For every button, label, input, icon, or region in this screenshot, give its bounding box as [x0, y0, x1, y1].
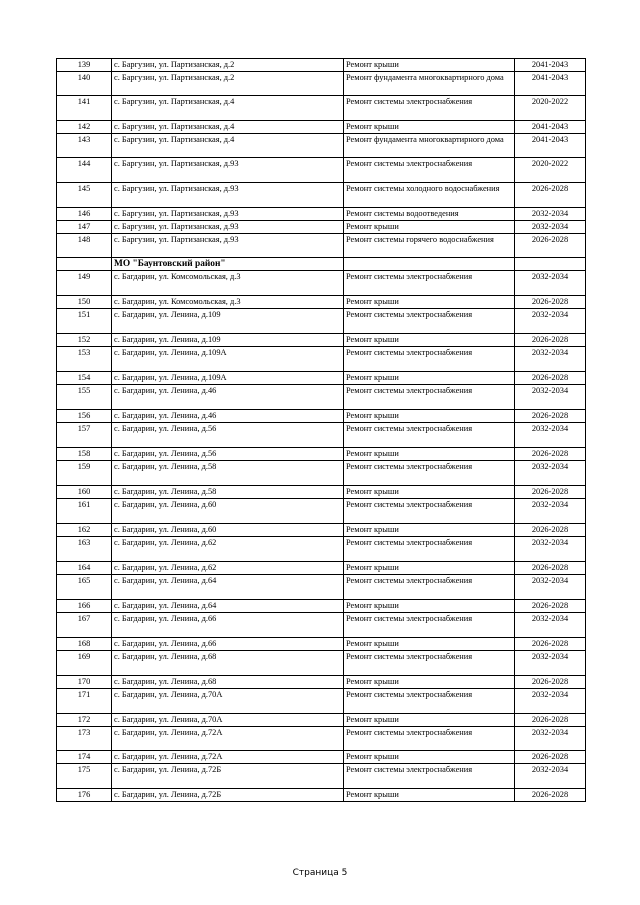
- address-cell: с. Багдарин, ул. Ленина, д.66: [112, 638, 344, 651]
- table-row: [57, 134, 586, 158]
- work-type-cell: Ремонт системы водоотведения: [344, 208, 515, 221]
- period-cell: 2026-2028: [515, 183, 586, 208]
- work-type-cell: Ремонт крыши: [344, 372, 515, 385]
- address-cell: с. Багдарин, ул. Ленина, д.66: [112, 613, 344, 638]
- address-cell: с. Багдарин, ул. Ленина, д.109: [112, 309, 344, 334]
- period-cell: 2041-2043: [515, 72, 586, 96]
- address-cell: с. Багдарин, ул. Ленина, д.62: [112, 537, 344, 562]
- row-number-cell: 156: [57, 410, 112, 423]
- work-type-cell: Ремонт крыши: [344, 334, 515, 347]
- period-cell: 2026-2028: [515, 334, 586, 347]
- table-row: [57, 575, 586, 600]
- work-type-cell: Ремонт системы горячего водоснабжения: [344, 234, 515, 258]
- work-type-cell: Ремонт крыши: [344, 600, 515, 613]
- address-cell: с. Багдарин, ул. Ленина, д.64: [112, 575, 344, 600]
- period-cell: 2020-2022: [515, 96, 586, 121]
- period-cell: 2032-2034: [515, 651, 586, 676]
- period-cell: 2026-2028: [515, 562, 586, 575]
- address-cell: с. Багдарин, ул. Ленина, д.46: [112, 385, 344, 410]
- period-cell: 2041-2043: [515, 134, 586, 158]
- work-type-cell: Ремонт крыши: [344, 121, 515, 134]
- work-type-cell: Ремонт крыши: [344, 59, 515, 72]
- table-row: [57, 271, 586, 296]
- period-cell: 2032-2034: [515, 764, 586, 789]
- address-cell: с. Баргузин, ул. Партизанская, д.2: [112, 59, 344, 72]
- row-number-cell: 159: [57, 461, 112, 486]
- work-type-cell: Ремонт системы электроснабжения: [344, 537, 515, 562]
- row-number-cell: 146: [57, 208, 112, 221]
- address-cell: с. Багдарин, ул. Ленина, д.70А: [112, 689, 344, 714]
- address-cell: с. Багдарин, ул. Ленина, д.72Б: [112, 789, 344, 802]
- row-number-cell: 161: [57, 499, 112, 524]
- row-number-cell: 158: [57, 448, 112, 461]
- work-type-cell: Ремонт системы электроснабжения: [344, 309, 515, 334]
- period-cell: 2026-2028: [515, 448, 586, 461]
- period-cell: 2032-2034: [515, 423, 586, 448]
- table-row: [57, 385, 586, 410]
- address-cell: с. Баргузин, ул. Партизанская, д.93: [112, 221, 344, 234]
- table-row: [57, 789, 586, 802]
- row-number-cell: 172: [57, 714, 112, 727]
- address-cell: с. Багдарин, ул. Ленина, д.60: [112, 524, 344, 537]
- address-cell: с. Багдарин, ул. Ленина, д.72А: [112, 727, 344, 751]
- period-cell: 2032-2034: [515, 613, 586, 638]
- work-type-cell: Ремонт системы электроснабжения: [344, 158, 515, 183]
- table-row: [57, 689, 586, 714]
- table-row: [57, 121, 586, 134]
- work-type-cell: Ремонт системы электроснабжения: [344, 613, 515, 638]
- table-row: [57, 96, 586, 121]
- address-cell: с. Багдарин, ул. Ленина, д.62: [112, 562, 344, 575]
- period-cell: 2026-2028: [515, 296, 586, 309]
- row-number-cell: 141: [57, 96, 112, 121]
- table-row: [57, 410, 586, 423]
- period-cell: 2026-2028: [515, 714, 586, 727]
- work-type-cell: Ремонт системы электроснабжения: [344, 727, 515, 751]
- table-row: [57, 334, 586, 347]
- row-number-cell: 176: [57, 789, 112, 802]
- table-row: [57, 208, 586, 221]
- table-row: [57, 347, 586, 372]
- table-row: [57, 296, 586, 309]
- table-row: [57, 72, 586, 96]
- row-number-cell: 170: [57, 676, 112, 689]
- table-row: [57, 537, 586, 562]
- table-row: [57, 676, 586, 689]
- work-type-cell: Ремонт системы электроснабжения: [344, 96, 515, 121]
- period-cell: 2026-2028: [515, 234, 586, 258]
- row-number-cell: 139: [57, 59, 112, 72]
- repair-schedule-table: [56, 58, 586, 802]
- table-row: [57, 651, 586, 676]
- work-type-cell: Ремонт системы электроснабжения: [344, 385, 515, 410]
- table-row: [57, 158, 586, 183]
- row-number-cell: 144: [57, 158, 112, 183]
- period-cell: 2026-2028: [515, 789, 586, 802]
- row-number-cell: 174: [57, 751, 112, 764]
- work-type-cell: Ремонт фундамента многоквартирного дома: [344, 72, 515, 96]
- period-cell: 2032-2034: [515, 537, 586, 562]
- period-cell: 2032-2034: [515, 461, 586, 486]
- address-cell: с. Баргузин, ул. Партизанская, д.93: [112, 183, 344, 208]
- address-cell: с. Багдарин, ул. Ленина, д.64: [112, 600, 344, 613]
- address-cell: с. Багдарин, ул. Ленина, д.109: [112, 334, 344, 347]
- work-type-cell: Ремонт системы электроснабжения: [344, 461, 515, 486]
- table-row: [57, 221, 586, 234]
- table-row: [57, 309, 586, 334]
- table-row: [57, 461, 586, 486]
- work-type-cell: Ремонт системы электроснабжения: [344, 575, 515, 600]
- section-header-row: [57, 258, 586, 271]
- table-row: [57, 499, 586, 524]
- work-type-cell: Ремонт системы холодного водоснабжения: [344, 183, 515, 208]
- row-number-cell: 140: [57, 72, 112, 96]
- row-number-cell: 157: [57, 423, 112, 448]
- period-cell: 2026-2028: [515, 676, 586, 689]
- row-number-cell: 164: [57, 562, 112, 575]
- table-row: [57, 764, 586, 789]
- address-cell: с. Баргузин, ул. Партизанская, д.2: [112, 72, 344, 96]
- work-type-cell: Ремонт крыши: [344, 486, 515, 499]
- address-cell: с. Багдарин, ул. Ленина, д.58: [112, 486, 344, 499]
- table-row: [57, 372, 586, 385]
- address-cell: с. Баргузин, ул. Партизанская, д.93: [112, 234, 344, 258]
- row-number-cell: 149: [57, 271, 112, 296]
- page-number: Страница 5: [292, 868, 348, 878]
- row-number-cell: [57, 258, 112, 271]
- address-cell: с. Багдарин, ул. Ленина, д.70А: [112, 714, 344, 727]
- address-cell: с. Багдарин, ул. Ленина, д.72Б: [112, 764, 344, 789]
- period-cell: 2026-2028: [515, 372, 586, 385]
- work-type-cell: Ремонт крыши: [344, 562, 515, 575]
- work-type-cell: Ремонт крыши: [344, 524, 515, 537]
- row-number-cell: 154: [57, 372, 112, 385]
- period-cell: 2041-2043: [515, 59, 586, 72]
- period-cell: 2032-2034: [515, 221, 586, 234]
- address-cell: с. Багдарин, ул. Ленина, д.68: [112, 676, 344, 689]
- row-number-cell: 167: [57, 613, 112, 638]
- address-cell: с. Багдарин, ул. Ленина, д.109А: [112, 347, 344, 372]
- work-type-cell: Ремонт системы электроснабжения: [344, 651, 515, 676]
- table-row: [57, 423, 586, 448]
- row-number-cell: 175: [57, 764, 112, 789]
- row-number-cell: 150: [57, 296, 112, 309]
- work-type-cell: Ремонт системы электроснабжения: [344, 271, 515, 296]
- address-cell: с. Баргузин, ул. Партизанская, д.4: [112, 96, 344, 121]
- address-cell: с. Багдарин, ул. Ленина, д.58: [112, 461, 344, 486]
- table-row: [57, 448, 586, 461]
- address-cell: с. Багдарин, ул. Ленина, д.56: [112, 423, 344, 448]
- address-cell: с. Багдарин, ул. Ленина, д.56: [112, 448, 344, 461]
- row-number-cell: 151: [57, 309, 112, 334]
- period-cell: 2026-2028: [515, 751, 586, 764]
- work-type-cell: Ремонт крыши: [344, 410, 515, 423]
- address-cell: с. Багдарин, ул. Ленина, д.72А: [112, 751, 344, 764]
- period-cell: 2026-2028: [515, 600, 586, 613]
- address-cell: с. Баргузин, ул. Партизанская, д.4: [112, 134, 344, 158]
- table-row: [57, 638, 586, 651]
- period-cell: [515, 258, 586, 271]
- row-number-cell: 147: [57, 221, 112, 234]
- work-type-cell: Ремонт системы электроснабжения: [344, 689, 515, 714]
- table-row: [57, 183, 586, 208]
- row-number-cell: 165: [57, 575, 112, 600]
- address-cell: с. Баргузин, ул. Партизанская, д.93: [112, 158, 344, 183]
- table-body: [57, 59, 586, 802]
- table-row: [57, 524, 586, 537]
- table-row: [57, 600, 586, 613]
- period-cell: 2032-2034: [515, 271, 586, 296]
- row-number-cell: 145: [57, 183, 112, 208]
- table-row: [57, 613, 586, 638]
- row-number-cell: 173: [57, 727, 112, 751]
- address-cell: с. Багдарин, ул. Ленина, д.109А: [112, 372, 344, 385]
- address-cell: с. Багдарин, ул. Ленина, д.60: [112, 499, 344, 524]
- row-number-cell: 153: [57, 347, 112, 372]
- period-cell: 2032-2034: [515, 208, 586, 221]
- work-type-cell: [344, 258, 515, 271]
- work-type-cell: Ремонт крыши: [344, 751, 515, 764]
- work-type-cell: Ремонт системы электроснабжения: [344, 499, 515, 524]
- period-cell: 2041-2043: [515, 121, 586, 134]
- table-row: [57, 234, 586, 258]
- address-cell: с. Багдарин, ул. Ленина, д.68: [112, 651, 344, 676]
- period-cell: 2032-2034: [515, 347, 586, 372]
- work-type-cell: Ремонт системы электроснабжения: [344, 347, 515, 372]
- address-cell: с. Баргузин, ул. Партизанская, д.93: [112, 208, 344, 221]
- row-number-cell: 160: [57, 486, 112, 499]
- address-cell: с. Баргузин, ул. Партизанская, д.4: [112, 121, 344, 134]
- table-row: [57, 714, 586, 727]
- period-cell: 2026-2028: [515, 486, 586, 499]
- row-number-cell: 142: [57, 121, 112, 134]
- table-row: [57, 562, 586, 575]
- table-row: [57, 751, 586, 764]
- row-number-cell: 171: [57, 689, 112, 714]
- row-number-cell: 155: [57, 385, 112, 410]
- row-number-cell: 169: [57, 651, 112, 676]
- work-type-cell: Ремонт системы электроснабжения: [344, 764, 515, 789]
- work-type-cell: Ремонт крыши: [344, 448, 515, 461]
- work-type-cell: Ремонт крыши: [344, 789, 515, 802]
- row-number-cell: 148: [57, 234, 112, 258]
- period-cell: 2020-2022: [515, 158, 586, 183]
- work-type-cell: Ремонт крыши: [344, 296, 515, 309]
- row-number-cell: 163: [57, 537, 112, 562]
- row-number-cell: 168: [57, 638, 112, 651]
- work-type-cell: Ремонт крыши: [344, 221, 515, 234]
- period-cell: 2026-2028: [515, 524, 586, 537]
- row-number-cell: 162: [57, 524, 112, 537]
- table-row: [57, 59, 586, 72]
- period-cell: 2026-2028: [515, 638, 586, 651]
- address-cell: с. Багдарин, ул. Ленина, д.46: [112, 410, 344, 423]
- period-cell: 2026-2028: [515, 410, 586, 423]
- work-type-cell: Ремонт крыши: [344, 638, 515, 651]
- work-type-cell: Ремонт крыши: [344, 714, 515, 727]
- period-cell: 2032-2034: [515, 575, 586, 600]
- period-cell: 2032-2034: [515, 385, 586, 410]
- address-cell: с. Багдарин, ул. Комсомольская, д.3: [112, 296, 344, 309]
- row-number-cell: 143: [57, 134, 112, 158]
- row-number-cell: 166: [57, 600, 112, 613]
- work-type-cell: Ремонт крыши: [344, 676, 515, 689]
- row-number-cell: 152: [57, 334, 112, 347]
- period-cell: 2032-2034: [515, 499, 586, 524]
- table-row: [57, 727, 586, 751]
- work-type-cell: Ремонт фундамента многоквартирного дома: [344, 134, 515, 158]
- address-cell: с. Багдарин, ул. Комсомольская, д.3: [112, 271, 344, 296]
- period-cell: 2032-2034: [515, 689, 586, 714]
- period-cell: 2032-2034: [515, 309, 586, 334]
- period-cell: 2032-2034: [515, 727, 586, 751]
- table-row: [57, 486, 586, 499]
- address-cell: МО "Баунтовский район": [112, 258, 344, 271]
- work-type-cell: Ремонт системы электроснабжения: [344, 423, 515, 448]
